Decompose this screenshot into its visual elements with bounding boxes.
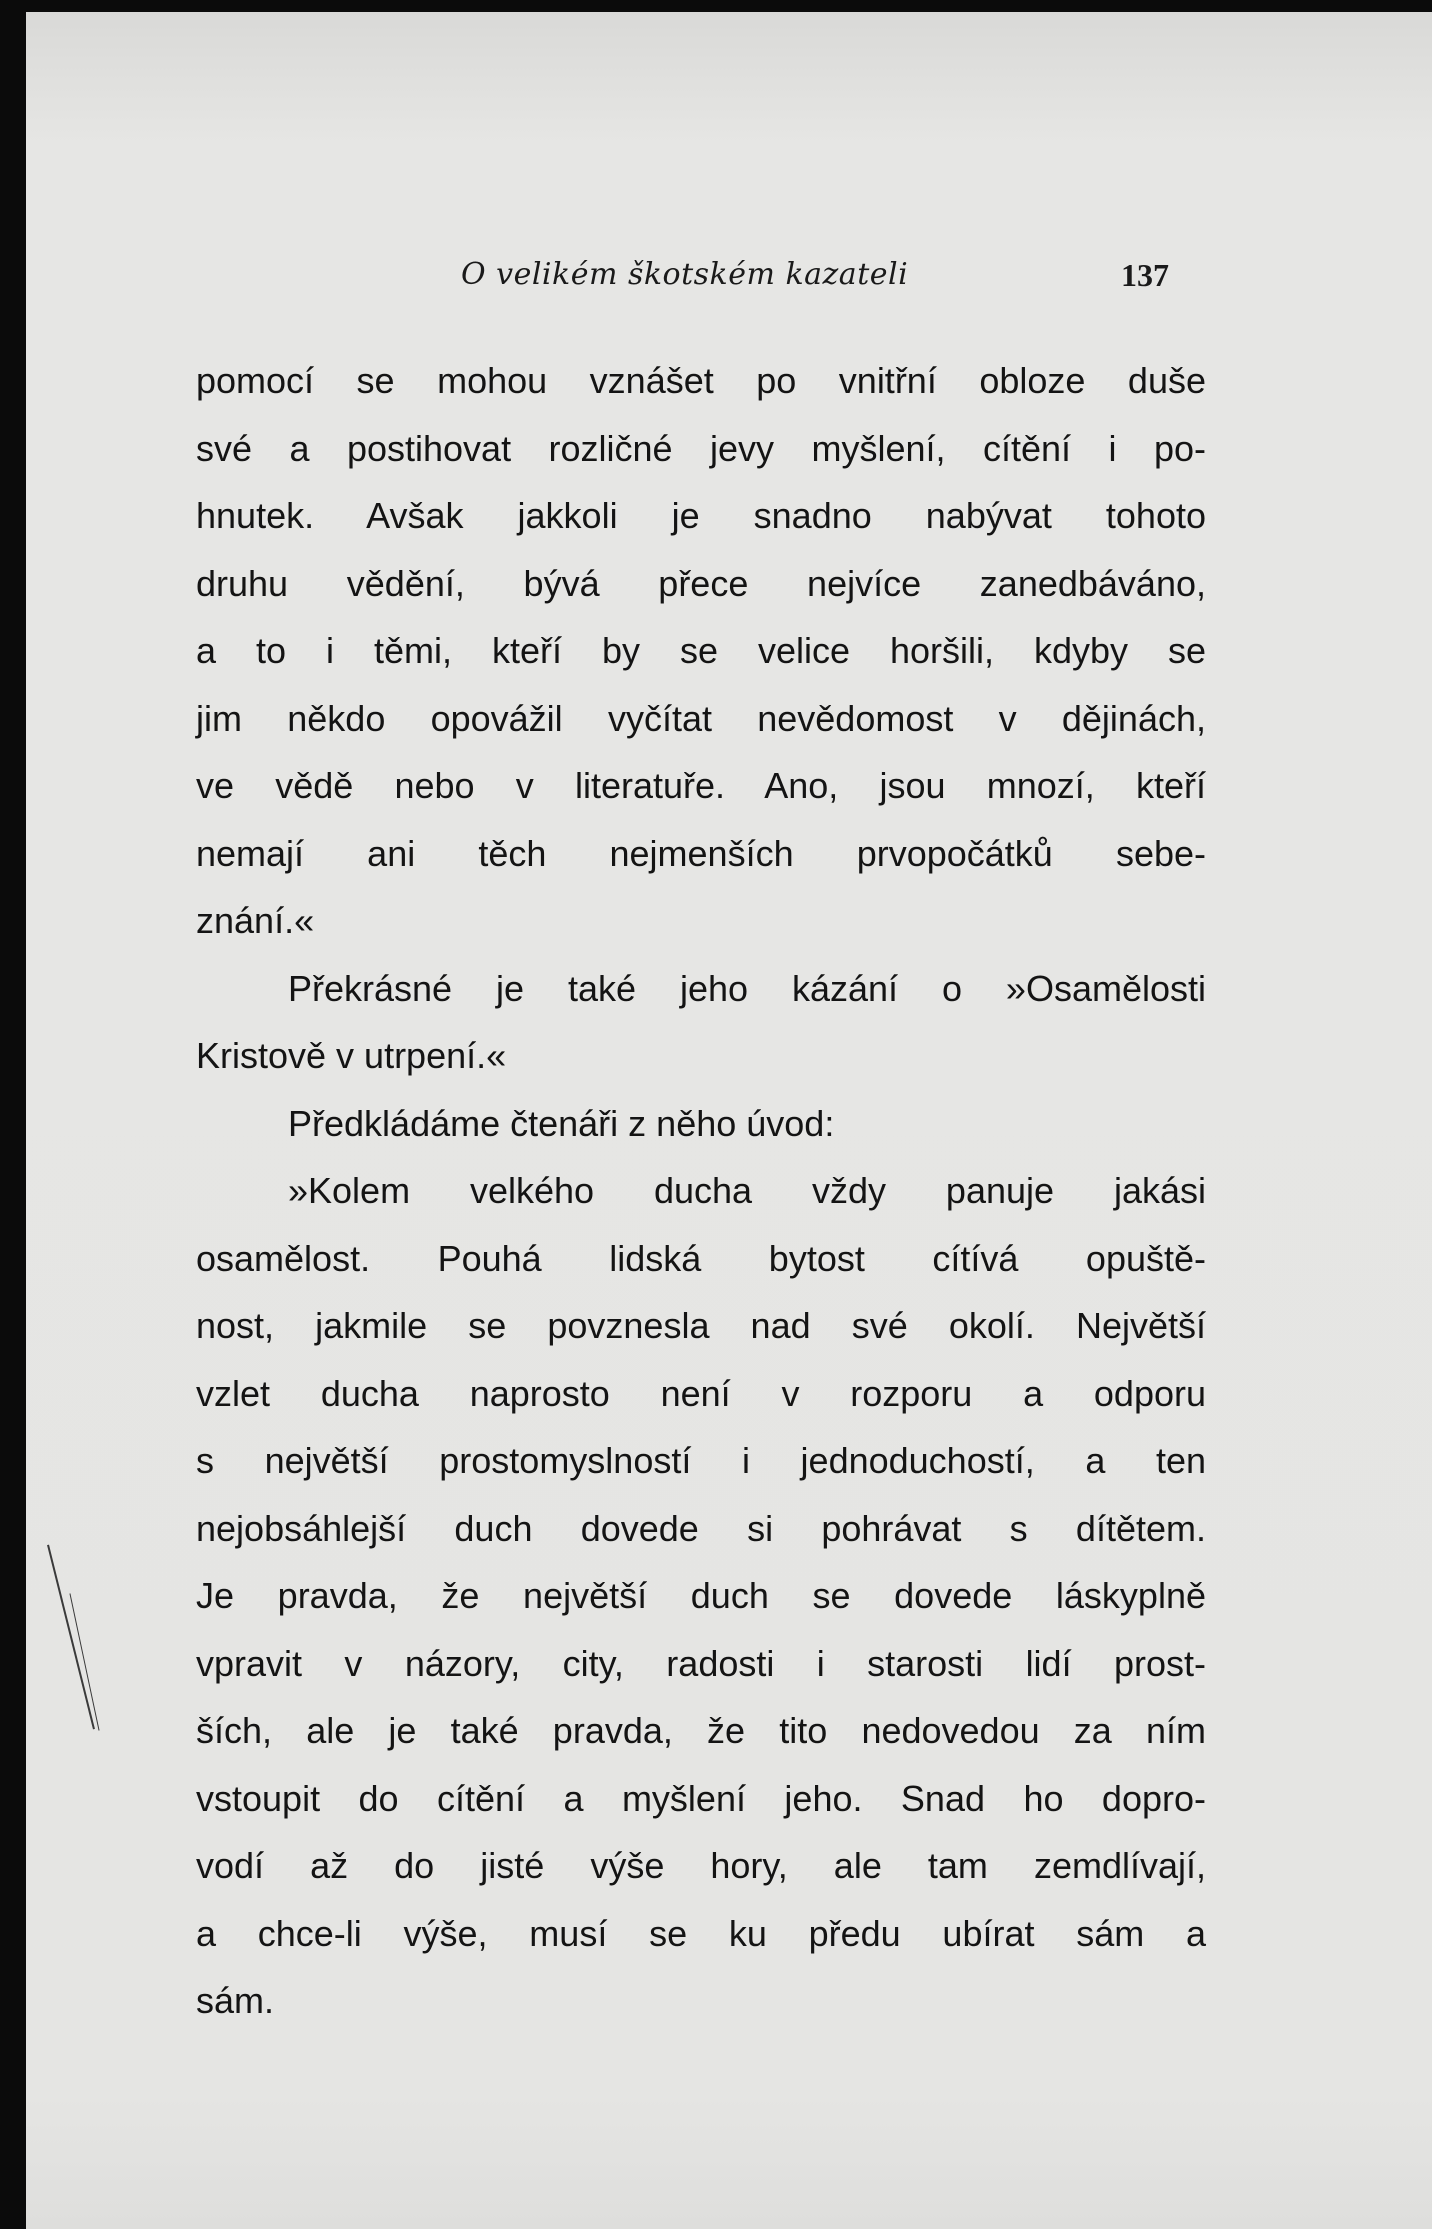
text-line: Překrásné je také jeho kázání o »Osamělosti	[288, 967, 1206, 1009]
text-line: vodí až do jisté výše hory, ale tam zemdlívají,	[196, 1845, 1206, 1886]
text-line: Je pravda, že největší duch se dovede láskyplně	[196, 1575, 1206, 1616]
text-line: Předkládáme čtenáři z něho úvod:	[288, 1102, 835, 1144]
text-line: hnutek. Avšak jakkoli je snadno nabývat tohoto	[196, 495, 1206, 536]
text-line: osamělost. Pouhá lidská bytost cítívá opuště-	[196, 1237, 1206, 1279]
text-line: a to i těmi, kteří by se velice horšili, kdyby se	[196, 630, 1206, 671]
text-line: jim někdo opovážil vyčítat nevědomost v dějinách,	[196, 697, 1206, 739]
text-line: sám.	[196, 1980, 275, 2021]
text-line: pomocí se mohou vznášet po vnitřní obloze duše	[196, 360, 1206, 401]
text-line: své a postihovat rozličné jevy myšlení, cítění i po-	[196, 427, 1206, 469]
margin-scratch-mark	[69, 1593, 99, 1730]
text-line: »Kolem velkého ducha vždy panuje jakási	[288, 1170, 1206, 1211]
text-line: ších, ale je také pravda, že tito nedovedou za ním	[196, 1710, 1206, 1751]
text-line: vstoupit do cítění a myšlení jeho. Snad ho dopro-	[196, 1777, 1206, 1819]
body-text	[196, 347, 1206, 2035]
text-line: ve vědě nebo v literatuře. Ano, jsou mnozí, kteří	[196, 765, 1206, 806]
text-line: znání.«	[196, 900, 315, 941]
text-line: a chce-li výše, musí se ku předu ubírat sám a	[196, 1912, 1206, 1954]
text-line: s největší prostomyslností i jednoduchostí, a ten	[196, 1440, 1206, 1481]
text-line: vpravit v názory, city, radosti i starosti lidí prost-	[196, 1642, 1206, 1684]
book-page	[26, 12, 1432, 2229]
text-line: nejobsáhlejší duch dovede si pohrávat s dítětem.	[196, 1507, 1206, 1549]
text-line: nemají ani těch nejmenších prvopočátků sebe-	[196, 832, 1206, 874]
page-number: 137	[1121, 257, 1169, 293]
running-title: O velikém škotském kazateli	[461, 257, 909, 292]
margin-scratch-mark	[47, 1545, 95, 1730]
text-line: nost, jakmile se povznesla nad své okolí. Největší	[196, 1305, 1206, 1346]
running-header	[26, 257, 1432, 297]
text-line: Kristově v utrpení.«	[196, 1035, 507, 1076]
text-line: vzlet ducha naprosto není v rozporu a odporu	[196, 1372, 1206, 1414]
text-line: druhu vědění, bývá přece nejvíce zanedbáváno,	[196, 562, 1206, 604]
